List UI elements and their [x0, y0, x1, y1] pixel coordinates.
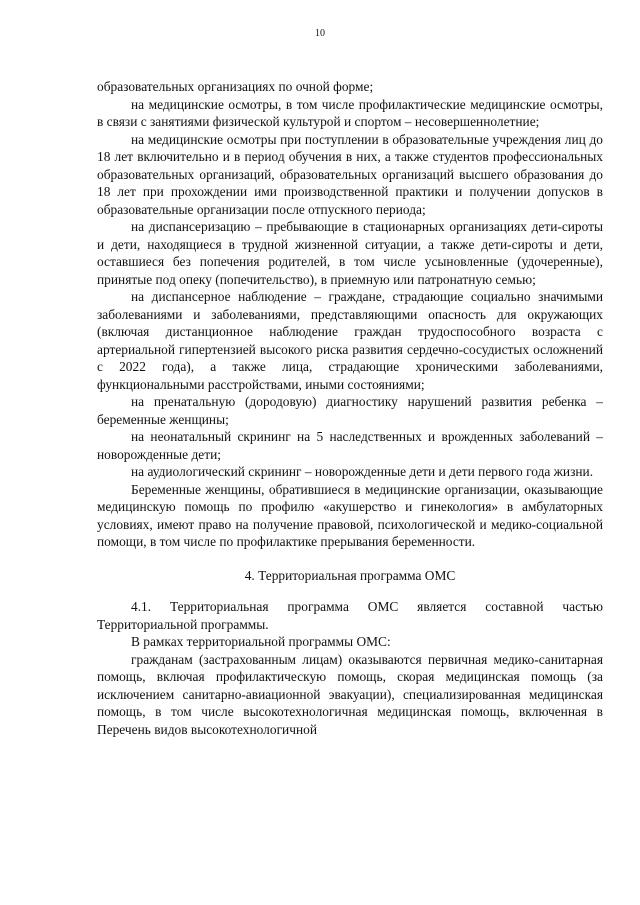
document-body	[97, 78, 603, 738]
paragraph: образовательных организациях по очной форме;	[97, 79, 374, 94]
paragraph: на диспансерное наблюдение – граждане, страдающие социально значимыми заболеваниями и заболеваниями, представляющими опасность для окружающих (включая дистанционное наблюдение граждан трудоспособного возраста с артериальной гипертензией высокого риска развития сердечно-сосудистых осложнений с 2022 года), а также лица, страдающие хроническими заболеваниями, функциональными расстройствами, иными состояниями;	[97, 289, 603, 392]
paragraphs-after-heading	[97, 598, 603, 738]
page-number: 10	[315, 28, 325, 39]
paragraph: на диспансеризацию – пребывающие в стационарных организациях дети-сироты и дети, находящиеся в трудной жизненной ситуации, а также дети-сироты и дети, оставшиеся без попечения родителей, в том числе усыновленные (удочеренные), принятые под опеку (попечительство), в приемную или патронатную семью;	[97, 219, 603, 287]
paragraph: на медицинские осмотры при поступлении в образовательные учреждения лиц до 18 лет включительно и в период обучения в них, а также студентов профессиональных образовательных организаций, образовательных организаций высшего образования до 18 лет при прохождении ими производственной практики и получении допусков в образовательные организации после отпускного периода;	[97, 131, 603, 217]
paragraph: на пренатальную (дородовую) диагностику нарушений развития ребенка – беременные женщины;	[97, 394, 603, 427]
section-heading: 4. Территориальная программа ОМС	[244, 567, 456, 583]
paragraph: В рамках территориальной программы ОМС:	[131, 634, 391, 649]
paragraph: на медицинские осмотры, в том числе профилактические медицинские осмотры, в связи с занятиями физической культурой и спортом – несовершеннолетние;	[97, 96, 603, 129]
paragraph: на неонатальный скрининг на 5 наследственных и врожденных заболеваний – новорожденные дети;	[97, 429, 603, 462]
paragraph: 4.1. Территориальная программа ОМС является составной частью Территориальной программы.	[97, 599, 603, 632]
paragraphs-before-heading	[97, 78, 603, 551]
paragraph: на аудиологический скрининг – новорожденные дети и дети первого года жизни.	[131, 464, 594, 479]
paragraph: гражданам (застрахованным лицам) оказываются первичная медико-санитарная помощь, включая профилактическую помощь, скорая медицинская помощь (за исключением санитарно-авиационной эвакуации), специализированная медицинская помощь, в том числе высокотехнологичная медицинская помощь, включенная в Перечень видов высокотехнологичной	[97, 651, 603, 737]
paragraph: Беременные женщины, обратившиеся в медицинские организации, оказывающие медицинскую помощь по профилю «акушерство и гинекология» в амбулаторных условиях, имеют право на получение правовой, психологической и медико-социальной помощи, в том числе по профилактике прерывания беременности.	[97, 481, 603, 549]
